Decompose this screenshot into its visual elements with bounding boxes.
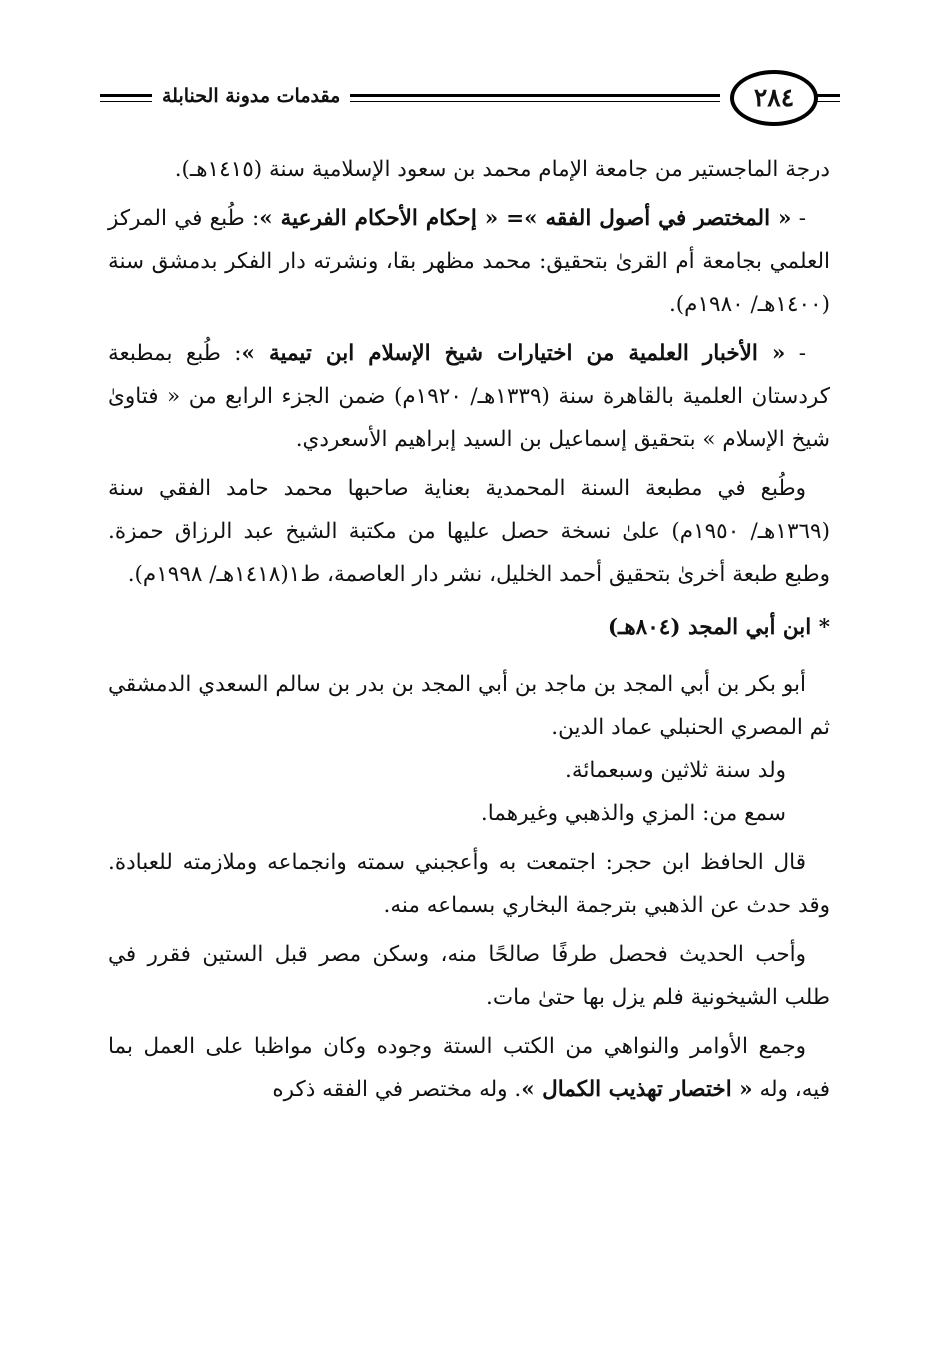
paragraph-edition: وطُبع في مطبعة السنة المحمدية بعناية صاحبها محمد حامد الفقي سنة (١٣٦٩هـ/ ١٩٥٠م) علىٰ نسخة حصل عليها من مكتبة الشيخ عبد الرزاق حمزة. وطبع طبعة أخرىٰ بتحقيق أحمد الخليل، نشر دار العاصمة، ط١(١٤١٨هـ/ ١٩٩٨م).: [108, 476, 830, 587]
item-dash: -: [791, 206, 806, 231]
section-heading: * ابن أبي المجد (٨٠٤هـ): [607, 615, 830, 640]
item-text: : طُبع في المركز العلمي بجامعة أم القرىٰ بتحقيق: محمد مظهر بقا، ونشرته دار الفكر بدمشق سنة (١٤٠٠هـ/ ١٩٨٠م).: [108, 206, 830, 317]
biography-paragraph-1: أبو بكر بن أبي المجد بن ماجد بن أبي المجد بن بدر بن سالم السعدي الدمشقي ثم المصري الحنبلي عماد الدين.: [108, 672, 830, 740]
biography-paragraph-6: [108, 1025, 830, 1111]
bio-text-before: وجمع الأوامر والنواهي من الكتب الستة وجوده وكان مواظبا على العمل بما فيه، وله: [108, 1034, 830, 1102]
book-title: « المختصر في أصول الفقه »= « إحكام الأحكام الفرعية »: [259, 206, 792, 231]
page-number: ٢٨٤: [730, 70, 818, 126]
running-title: مقدمات مدونة الحنابلة: [152, 82, 350, 110]
paragraph-continuation: درجة الماجستير من جامعة الإمام محمد بن سعود الإسلامية سنة (١٤١٥هـ).: [174, 157, 830, 182]
page-body: [108, 148, 830, 1111]
item-dash: -: [785, 341, 806, 366]
item-text: : طُبع بمطبعة كردستان العلمية بالقاهرة سنة (١٣٣٩هـ/ ١٩٢٠م) ضمن الجزء الرابع من « فتاوىٰ شيخ الإسلام » بتحقيق إسماعيل بن السيد إبراهيم الأسعردي.: [108, 341, 830, 452]
book-title: « اختصار تهذيب الكمال »: [521, 1077, 753, 1102]
biography-paragraph-2: ولد سنة ثلاثين وسبعمائة.: [565, 758, 786, 783]
biography-paragraph-5: وأحب الحديث فحصل طرفًا صالحًا منه، وسكن مصر قبل الستين فقرر في طلب الشيخونية فلم يزل بها حتىٰ مات.: [108, 942, 830, 1010]
book-title: « الأخبار العلمية من اختيارات شيخ الإسلام ابن تيمية »: [241, 341, 786, 366]
page-header: [100, 70, 840, 132]
biography-paragraph-3: سمع من: المزي والذهبي وغيرهما.: [480, 801, 786, 826]
bibliography-item-2: [108, 332, 830, 461]
biography-paragraph-4: قال الحافظ ابن حجر: اجتمعت به وأعجبني سمته وانجماعه وملازمته للعبادة. وقد حدث عن الذهبي بترجمة البخاري بسماعه منه.: [108, 850, 830, 918]
bio-text-after: . وله مختصر في الفقه ذكره: [272, 1077, 522, 1102]
bibliography-item-1: [108, 197, 830, 326]
